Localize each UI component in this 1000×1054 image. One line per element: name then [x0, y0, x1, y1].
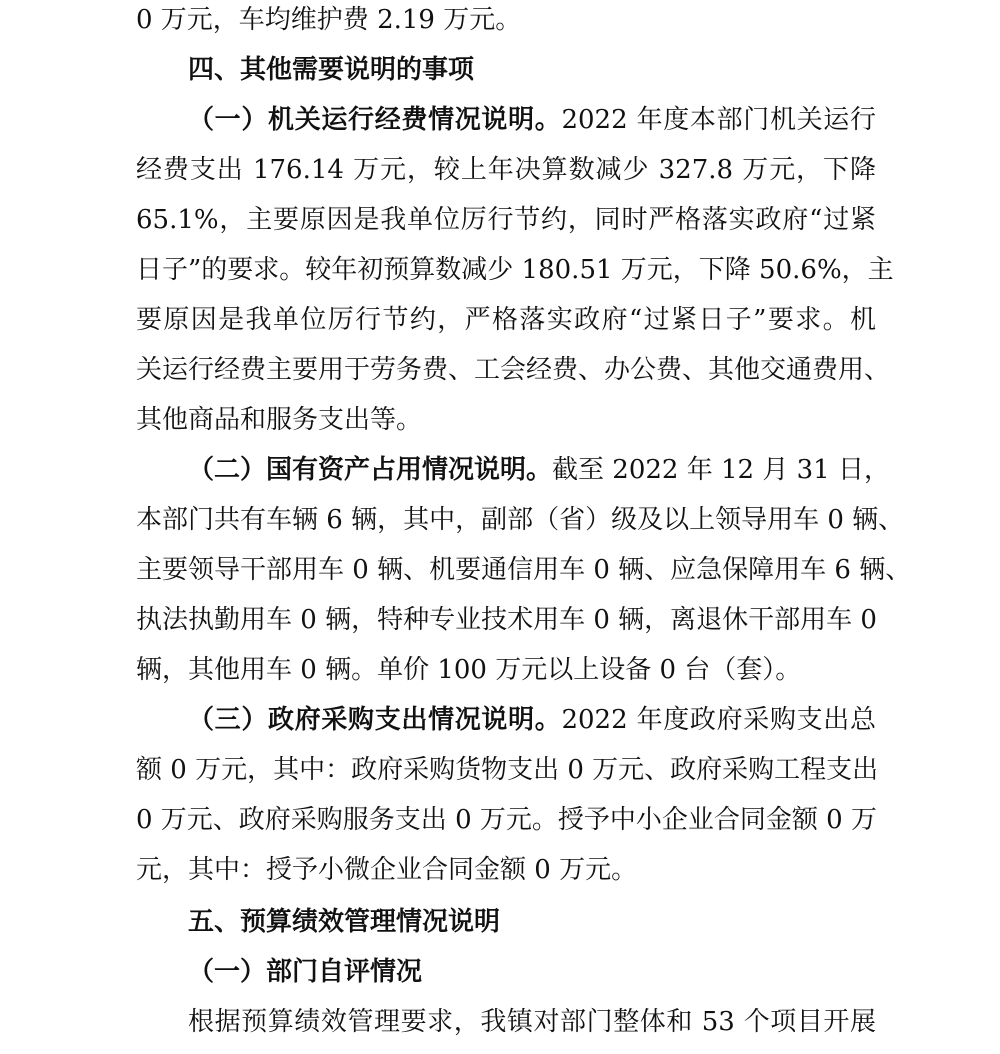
body-line: 要原因是我单位厉行节约，严格落实政府“过紧日子”要求。机: [136, 305, 876, 335]
section-heading-4: 四、其他需要说明的事项: [188, 55, 475, 85]
body-line: 关运行经费主要用于劳务费、工会经费、办公费、其他交通费用、: [136, 355, 891, 385]
body-line: 其他商品和服务支出等。: [136, 405, 423, 435]
body-line: 辆，其他用车 0 辆。单价 100 万元以上设备 0 台（套）。: [136, 655, 802, 685]
body-line: 执法执勤用车 0 辆，特种专业技术用车 0 辆，离退休干部用车 0: [136, 605, 877, 635]
subheading-4-2: （二）国有资产占用情况说明。: [188, 455, 553, 485]
body-line: 65.1%，主要原因是我单位厉行节约，同时严格落实政府“过紧: [136, 205, 876, 235]
paragraph-text: 2022 年度政府采购支出总: [561, 705, 876, 735]
body-line-1: 0 万元，车均维护费 2.19 万元。: [136, 5, 522, 35]
body-line: 主要领导干部用车 0 辆、机要通信用车 0 辆、应急保障用车 6 辆、: [136, 555, 912, 585]
paragraph-text: 截至 2022 年 12 月 31 日，: [552, 455, 890, 485]
paragraph-line-1: [188, 102, 876, 152]
body-line: 本部门共有车辆 6 辆，其中，副部（省）级及以上领导用车 0 辆、: [136, 505, 905, 535]
body-line: 0 万元、政府采购服务支出 0 万元。授予中小企业合同金额 0 万: [136, 805, 877, 835]
subheading-5-1: （一）部门自评情况: [188, 957, 423, 987]
subheading-4-3: （三）政府采购支出情况说明。: [188, 705, 562, 735]
paragraph-line-2: [188, 452, 890, 502]
paragraph-text: 2022 年度本部门机关运行: [561, 105, 876, 135]
body-line: 元，其中：授予小微企业合同金额 0 万元。: [136, 855, 638, 885]
subheading-4-1: （一）机关运行经费情况说明。: [188, 105, 562, 135]
body-line: 日子”的要求。较年初预算数减少 180.51 万元，下降 50.6%，主: [136, 255, 894, 285]
section-heading-5: 五、预算绩效管理情况说明: [188, 907, 501, 937]
body-line: 额 0 万元，其中：政府采购货物支出 0 万元、政府采购工程支出: [136, 755, 879, 785]
paragraph-line-3: [188, 702, 876, 752]
paragraph-line-4: 根据预算绩效管理要求，我镇对部门整体和 53 个项目开展: [188, 1007, 876, 1037]
body-line: 经费支出 176.14 万元，较上年决算数减少 327.8 万元，下降: [136, 155, 876, 185]
